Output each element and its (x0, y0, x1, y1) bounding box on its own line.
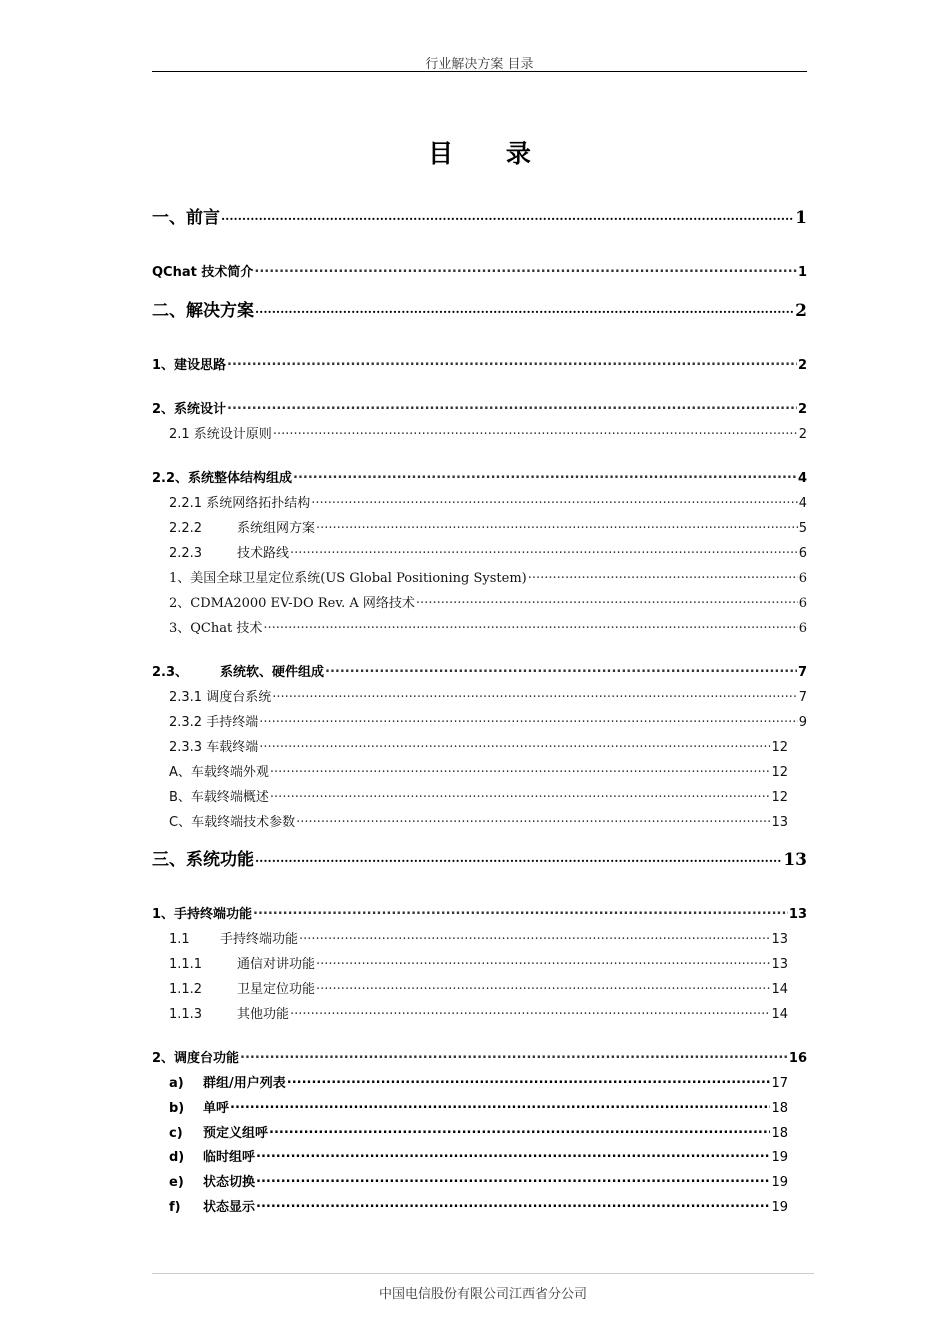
toc-entry[interactable] (169, 617, 807, 636)
page-title: 目 录 (428, 139, 553, 168)
toc-label: 2、系统设计 (152, 402, 227, 417)
toc-leader (270, 788, 771, 801)
toc-label: 2、CDMA2000 EV-DO Rev. A 网络技术 (169, 596, 415, 611)
toc-label: QChat 技术简介 (152, 265, 254, 280)
toc-leader (311, 494, 798, 507)
toc-entry[interactable] (169, 517, 807, 536)
toc-page: 18 (771, 1101, 788, 1116)
toc-label: 2.2.1 系统网络拓扑结构 (169, 496, 311, 511)
toc-label-wrap (169, 1196, 255, 1215)
toc-label: 单呼 (203, 1101, 230, 1116)
toc-leader (256, 1148, 770, 1161)
toc-entry[interactable] (152, 296, 807, 321)
toc-label-wrap (169, 542, 289, 561)
toc-leader (221, 211, 794, 223)
toc-entry[interactable] (169, 1196, 788, 1215)
toc-page: 5 (798, 521, 807, 536)
toc-entry[interactable] (169, 786, 788, 805)
toc-page: 6 (798, 596, 807, 611)
toc-label: 手持终端功能 (220, 932, 299, 947)
toc-label-wrap (169, 978, 315, 997)
page-header: 行业解决方案 目录 (425, 57, 534, 72)
toc-page: 13 (771, 815, 788, 830)
toc-leader (293, 469, 797, 482)
toc-label: 临时组呼 (203, 1150, 256, 1165)
toc-entry[interactable] (152, 661, 807, 680)
toc-entry[interactable] (169, 1122, 788, 1141)
toc-leader (256, 1198, 770, 1211)
toc-leader (299, 930, 770, 943)
toc-page: 19 (771, 1175, 788, 1190)
toc-label: 三、系统功能 (152, 850, 254, 870)
toc-label: 2、调度台功能 (152, 1051, 240, 1066)
toc-entry[interactable] (152, 845, 807, 870)
toc-label: B、车载终端概述 (169, 790, 269, 805)
toc-label: 2.1 系统设计原则 (169, 427, 272, 442)
toc-number: b) (169, 1101, 185, 1116)
toc-label: 状态切换 (203, 1175, 256, 1190)
toc-page: 12 (771, 740, 788, 755)
toc-page: 6 (798, 621, 807, 636)
toc-number: 1.1.3 (169, 1007, 203, 1022)
toc-page: 13 (783, 850, 807, 870)
toc-label: 通信对讲功能 (237, 957, 316, 972)
toc-page: 7 (798, 690, 807, 705)
header-rule (152, 71, 807, 72)
toc-entry[interactable] (152, 398, 807, 417)
toc-page: 17 (771, 1076, 788, 1091)
toc-page: 1 (797, 265, 807, 280)
toc-entry[interactable] (169, 761, 788, 780)
toc-number: 2.2.2 (169, 521, 203, 536)
toc-label: 2.2、系统整体结构组成 (152, 471, 293, 486)
toc-entry[interactable] (169, 1171, 788, 1190)
toc-label: 1、美国全球卫星定位系统(US Global Positioning System) (169, 571, 527, 586)
toc-number: 1.1 (169, 932, 190, 947)
toc-label-wrap (169, 1171, 255, 1190)
toc-entry[interactable] (169, 567, 807, 586)
toc-page: 14 (771, 1007, 788, 1022)
toc-leader (227, 356, 797, 369)
toc-entry[interactable] (169, 1003, 788, 1022)
toc-label: C、车载终端技术参数 (169, 815, 296, 830)
toc-label-wrap (169, 928, 298, 947)
toc-page: 19 (771, 1150, 788, 1165)
toc-number: 2.3、 (152, 665, 189, 680)
toc-page: 2 (797, 358, 807, 373)
toc-number: 1.1.1 (169, 957, 203, 972)
toc-leader (325, 663, 797, 676)
toc-page: 6 (798, 571, 807, 586)
toc-leader (230, 1099, 770, 1112)
toc-entry[interactable] (152, 261, 807, 280)
toc-label: 一、前言 (152, 208, 220, 228)
toc-label-wrap (169, 517, 315, 536)
toc-leader (240, 1049, 788, 1062)
toc-label-wrap (169, 1072, 286, 1091)
toc-number: f) (169, 1200, 181, 1215)
toc-label-wrap (169, 953, 315, 972)
toc-label: 2.3.1 调度台系统 (169, 690, 272, 705)
toc-page: 12 (771, 765, 788, 780)
toc-entry[interactable] (169, 711, 807, 730)
toc-label: 2.3.2 手持终端 (169, 715, 259, 730)
toc-label: A、车载终端外观 (169, 765, 269, 780)
toc-entry[interactable] (169, 953, 788, 972)
toc-page: 6 (798, 546, 807, 561)
toc-entry[interactable] (152, 903, 807, 922)
toc-entry[interactable] (169, 686, 807, 705)
toc-label: 1、手持终端功能 (152, 907, 253, 922)
toc-leader (256, 1173, 770, 1186)
toc-page: 4 (798, 496, 807, 511)
toc-label: 系统组网方案 (237, 521, 316, 536)
toc-entry[interactable] (169, 1097, 788, 1116)
toc-entry[interactable] (152, 467, 807, 486)
toc-entry[interactable] (169, 592, 807, 611)
toc-page: 2 (795, 301, 807, 321)
toc-entry[interactable] (169, 811, 788, 830)
toc-leader (290, 1005, 770, 1018)
toc-label: 预定义组呼 (203, 1126, 269, 1141)
toc-page: 19 (771, 1200, 788, 1215)
toc-entry[interactable] (169, 978, 788, 997)
toc-label: 3、QChat 技术 (169, 621, 263, 636)
toc-leader (253, 905, 788, 918)
toc-leader (316, 519, 798, 532)
toc-leader (272, 688, 798, 701)
toc-leader (287, 1074, 771, 1087)
toc-page: 9 (798, 715, 807, 730)
toc-label-wrap (169, 1003, 289, 1022)
toc-number: d) (169, 1150, 185, 1165)
toc-page: 18 (771, 1126, 788, 1141)
toc-number: c) (169, 1126, 183, 1141)
toc-page: 2 (797, 402, 807, 417)
toc-entry[interactable] (152, 1047, 807, 1066)
toc-entry[interactable] (169, 1146, 788, 1165)
toc-label: 技术路线 (237, 546, 290, 561)
toc-entry[interactable] (152, 203, 807, 228)
toc-leader (528, 569, 798, 582)
toc-entry[interactable] (169, 1072, 788, 1091)
toc-number: 2.2.3 (169, 546, 203, 561)
toc-leader (270, 763, 771, 776)
toc-label: 1、建设思路 (152, 358, 227, 373)
toc-entry[interactable] (169, 928, 788, 947)
toc-leader (290, 544, 798, 557)
toc-leader (296, 813, 770, 826)
toc-label: 系统软、硬件组成 (220, 665, 325, 680)
toc-leader (273, 425, 798, 438)
toc-leader (259, 738, 770, 751)
toc-leader (269, 1124, 770, 1137)
toc-label: 其他功能 (237, 1007, 290, 1022)
toc-entry[interactable] (169, 542, 807, 561)
toc-page: 13 (771, 957, 788, 972)
toc-label: 2.3.3 车载终端 (169, 740, 259, 755)
toc-leader (254, 263, 797, 276)
toc-label-wrap (169, 1146, 255, 1165)
toc-leader (259, 713, 798, 726)
toc-leader (263, 619, 797, 632)
toc-number: 1.1.2 (169, 982, 203, 997)
toc-leader (316, 980, 770, 993)
toc-label: 卫星定位功能 (237, 982, 316, 997)
toc-number: e) (169, 1175, 184, 1190)
toc-page: 16 (788, 1051, 807, 1066)
toc-entry[interactable] (169, 492, 807, 511)
toc-leader (416, 594, 798, 607)
toc-page: 7 (797, 665, 807, 680)
toc-page: 12 (771, 790, 788, 805)
toc-label: 二、解决方案 (152, 301, 254, 321)
toc-leader (255, 853, 782, 865)
toc-page: 2 (798, 427, 807, 442)
toc-page: 14 (771, 982, 788, 997)
toc-leader (255, 304, 794, 316)
toc-entry[interactable] (152, 354, 807, 373)
toc-entry[interactable] (169, 423, 807, 442)
toc-page: 13 (788, 907, 807, 922)
toc-number: a) (169, 1076, 184, 1091)
toc-entry[interactable] (169, 736, 788, 755)
toc-label: 状态显示 (203, 1200, 256, 1215)
footer-rule (152, 1273, 814, 1274)
toc-page: 13 (771, 932, 788, 947)
toc-leader (227, 400, 797, 413)
toc-page: 4 (797, 471, 807, 486)
toc-label-wrap (169, 1097, 229, 1116)
toc-page: 1 (795, 208, 807, 228)
toc-leader (316, 955, 770, 968)
toc-label-wrap (169, 1122, 268, 1141)
toc-label: 群组/用户列表 (203, 1076, 286, 1091)
toc-label-wrap (152, 661, 324, 680)
page-footer: 中国电信股份有限公司江西省分公司 (378, 1287, 587, 1302)
